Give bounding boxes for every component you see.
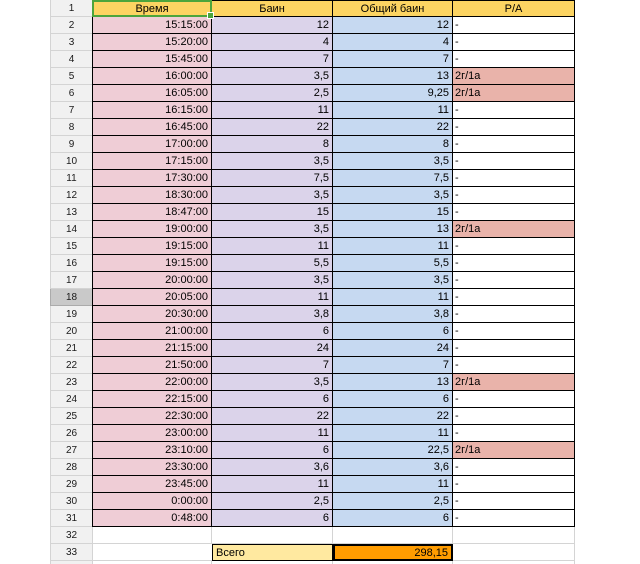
cell-bain[interactable]: 11 xyxy=(212,476,333,493)
column-header-time[interactable]: Время xyxy=(92,0,212,17)
cell-total[interactable]: 11 xyxy=(333,425,453,442)
cell-ra[interactable]: - xyxy=(453,425,575,442)
row-header[interactable]: 32 xyxy=(50,527,92,544)
footer-row xyxy=(50,544,576,561)
footer-total-cell[interactable]: 298,15 xyxy=(333,544,453,561)
cell-total[interactable]: 13 xyxy=(333,221,453,238)
row-header[interactable]: 31 xyxy=(50,510,92,527)
cell-total[interactable]: 11 xyxy=(333,238,453,255)
cell-time[interactable]: 19:00:00 xyxy=(92,221,212,238)
cell-time[interactable]: 22:00:00 xyxy=(92,374,212,391)
cell-total[interactable]: 22,5 xyxy=(333,442,453,459)
cell-bain[interactable]: 6 xyxy=(212,510,333,527)
cell-ra[interactable]: - xyxy=(453,272,575,289)
cell-total[interactable]: 9,25 xyxy=(333,85,453,102)
cell-time[interactable]: 21:00:00 xyxy=(92,323,212,340)
cell-total[interactable]: 3,5 xyxy=(333,272,453,289)
row-header[interactable]: 12 xyxy=(50,187,92,204)
table-row xyxy=(50,119,576,136)
cell-ra[interactable]: - xyxy=(453,204,575,221)
table-row xyxy=(50,323,576,340)
cell-time[interactable]: 23:10:00 xyxy=(92,442,212,459)
table-row xyxy=(50,255,576,272)
row-header[interactable]: 15 xyxy=(50,238,92,255)
cell-bain[interactable]: 3,5 xyxy=(212,187,333,204)
cell-bain[interactable]: 22 xyxy=(212,119,333,136)
cell-total[interactable]: 15 xyxy=(333,204,453,221)
row-header[interactable]: 6 xyxy=(50,85,92,102)
cell-ra[interactable]: - xyxy=(453,323,575,340)
cell-bain[interactable]: 3,6 xyxy=(212,459,333,476)
cell-bain[interactable]: 7,5 xyxy=(212,170,333,187)
cell-ra[interactable]: - xyxy=(453,102,575,119)
cell-bain[interactable]: 3,5 xyxy=(212,272,333,289)
empty-row xyxy=(50,527,576,544)
cell-total[interactable]: 7 xyxy=(333,51,453,68)
cell-ra[interactable]: - xyxy=(453,340,575,357)
cell-total[interactable]: 13 xyxy=(333,374,453,391)
table-row xyxy=(50,221,576,238)
cell-bain[interactable]: 3,5 xyxy=(212,153,333,170)
row-header[interactable]: 33 xyxy=(50,544,92,561)
cell-time[interactable]: 16:05:00 xyxy=(92,85,212,102)
row-header[interactable]: 2 xyxy=(50,17,92,34)
cell-ra[interactable]: - xyxy=(453,459,575,476)
cell-ra[interactable]: - xyxy=(453,136,575,153)
column-header-total[interactable]: Общий баин xyxy=(333,0,453,17)
cell-bain[interactable]: 11 xyxy=(212,238,333,255)
table-row xyxy=(50,102,576,119)
cell-time[interactable]: 15:20:00 xyxy=(92,34,212,51)
cell-bain[interactable]: 22 xyxy=(212,408,333,425)
cell-ra[interactable]: 2г/1а xyxy=(453,221,575,238)
row-header[interactable]: 1 xyxy=(50,0,92,17)
row-header[interactable]: 20 xyxy=(50,323,92,340)
cell-bain[interactable]: 3,5 xyxy=(212,221,333,238)
cell-bain[interactable]: 8 xyxy=(212,136,333,153)
cell-ra[interactable]: - xyxy=(453,153,575,170)
table-row xyxy=(50,238,576,255)
table-row xyxy=(50,170,576,187)
cell-ra[interactable]: - xyxy=(453,289,575,306)
row-header[interactable]: 11 xyxy=(50,170,92,187)
cell-time[interactable]: 23:00:00 xyxy=(92,425,212,442)
cell-bain[interactable]: 12 xyxy=(212,17,333,34)
row-header[interactable]: 13 xyxy=(50,204,92,221)
cell-ra[interactable]: - xyxy=(453,476,575,493)
footer-label-cell[interactable]: Всего xyxy=(212,544,333,561)
row-header[interactable]: 22 xyxy=(50,357,92,374)
cell-total[interactable]: 11 xyxy=(333,102,453,119)
table-row xyxy=(50,34,576,51)
cell-bain[interactable]: 3,5 xyxy=(212,374,333,391)
table-row xyxy=(50,85,576,102)
cell-total[interactable]: 4 xyxy=(333,34,453,51)
row-header[interactable]: 16 xyxy=(50,255,92,272)
table-row xyxy=(50,425,576,442)
cell-total[interactable]: 22 xyxy=(333,408,453,425)
cell-total[interactable]: 8 xyxy=(333,136,453,153)
cell-ra[interactable]: 2г/1а xyxy=(453,85,575,102)
table-row xyxy=(50,408,576,425)
cell-bain[interactable]: 11 xyxy=(212,425,333,442)
row-header[interactable]: 4 xyxy=(50,51,92,68)
cell-time[interactable]: 20:00:00 xyxy=(92,272,212,289)
table-row xyxy=(50,442,576,459)
table-row xyxy=(50,51,576,68)
cell-bain[interactable]: 3,8 xyxy=(212,306,333,323)
row-header[interactable]: 26 xyxy=(50,425,92,442)
cell-ra[interactable]: - xyxy=(453,238,575,255)
fill-handle[interactable] xyxy=(207,12,214,19)
cell-time[interactable]: 18:47:00 xyxy=(92,204,212,221)
row-header[interactable]: 9 xyxy=(50,136,92,153)
cell-bain[interactable]: 4 xyxy=(212,34,333,51)
empty-cell[interactable] xyxy=(453,544,575,561)
cell-total[interactable]: 2,5 xyxy=(333,493,453,510)
cell-ra[interactable]: - xyxy=(453,34,575,51)
cell-bain[interactable]: 3,5 xyxy=(212,68,333,85)
cell-total[interactable]: 7 xyxy=(333,357,453,374)
row-header[interactable]: 27 xyxy=(50,442,92,459)
cell-total[interactable]: 12 xyxy=(333,17,453,34)
cell-time[interactable]: 19:15:00 xyxy=(92,255,212,272)
cell-ra[interactable]: 2г/1а xyxy=(453,68,575,85)
cell-bain[interactable]: 5,5 xyxy=(212,255,333,272)
row-header[interactable]: 28 xyxy=(50,459,92,476)
row-header[interactable]: 30 xyxy=(50,493,92,510)
table-row xyxy=(50,306,576,323)
cell-time[interactable]: 17:15:00 xyxy=(92,153,212,170)
cell-total[interactable]: 6 xyxy=(333,391,453,408)
cell-ra[interactable]: - xyxy=(453,408,575,425)
cell-ra[interactable]: - xyxy=(453,255,575,272)
cell-bain[interactable]: 7 xyxy=(212,51,333,68)
cell-time[interactable]: 0:00:00 xyxy=(92,493,212,510)
row-header[interactable]: 29 xyxy=(50,476,92,493)
cell-total[interactable]: 3,8 xyxy=(333,306,453,323)
cell-total[interactable]: 3,5 xyxy=(333,153,453,170)
row-header[interactable]: 14 xyxy=(50,221,92,238)
cell-bain[interactable]: 2,5 xyxy=(212,493,333,510)
table-row xyxy=(50,153,576,170)
row-header[interactable]: 10 xyxy=(50,153,92,170)
cell-bain[interactable]: 6 xyxy=(212,442,333,459)
cell-time[interactable]: 17:00:00 xyxy=(92,136,212,153)
cell-ra[interactable]: - xyxy=(453,510,575,527)
cell-total[interactable]: 11 xyxy=(333,476,453,493)
cell-time[interactable]: 16:45:00 xyxy=(92,119,212,136)
row-header[interactable]: 3 xyxy=(50,34,92,51)
cell-ra[interactable]: - xyxy=(453,306,575,323)
row-header[interactable]: 23 xyxy=(50,374,92,391)
cell-time[interactable]: 16:15:00 xyxy=(92,102,212,119)
cell-bain[interactable]: 6 xyxy=(212,323,333,340)
cell-time[interactable]: 23:30:00 xyxy=(92,459,212,476)
row-header[interactable]: 5 xyxy=(50,68,92,85)
table-row xyxy=(50,340,576,357)
cell-total[interactable]: 3,5 xyxy=(333,187,453,204)
table-row xyxy=(50,289,576,306)
cell-total[interactable]: 13 xyxy=(333,68,453,85)
table-row xyxy=(50,357,576,374)
cell-time[interactable]: 0:48:00 xyxy=(92,510,212,527)
cell-time[interactable]: 21:50:00 xyxy=(92,357,212,374)
empty-cell[interactable] xyxy=(212,527,333,544)
empty-cell[interactable] xyxy=(92,544,212,561)
row-header[interactable]: 25 xyxy=(50,408,92,425)
cell-total[interactable]: 24 xyxy=(333,340,453,357)
cell-time[interactable]: 23:45:00 xyxy=(92,476,212,493)
cell-time[interactable]: 20:30:00 xyxy=(92,306,212,323)
table-row xyxy=(50,459,576,476)
cell-ra[interactable]: - xyxy=(453,119,575,136)
cell-total[interactable]: 3,6 xyxy=(333,459,453,476)
cell-ra[interactable]: - xyxy=(453,357,575,374)
table-row xyxy=(50,476,576,493)
table-row xyxy=(50,493,576,510)
cell-time[interactable]: 18:30:00 xyxy=(92,187,212,204)
cell-total[interactable]: 11 xyxy=(333,289,453,306)
table-row xyxy=(50,68,576,85)
row-header[interactable]: 21 xyxy=(50,340,92,357)
cell-total[interactable]: 7,5 xyxy=(333,170,453,187)
cell-ra[interactable]: 2г/1а xyxy=(453,374,575,391)
cell-bain[interactable]: 6 xyxy=(212,391,333,408)
cell-ra[interactable]: - xyxy=(453,51,575,68)
column-header-ra[interactable]: Р/А xyxy=(453,0,575,17)
cell-ra[interactable]: - xyxy=(453,170,575,187)
cell-bain[interactable]: 7 xyxy=(212,357,333,374)
empty-cell[interactable] xyxy=(92,527,212,544)
row-header[interactable]: 17 xyxy=(50,272,92,289)
header-row xyxy=(50,0,576,17)
cell-time[interactable]: 20:05:00 xyxy=(92,289,212,306)
table-row xyxy=(50,510,576,527)
row-header[interactable]: 18 xyxy=(50,289,92,306)
row-header[interactable]: 19 xyxy=(50,306,92,323)
cell-time[interactable]: 15:15:00 xyxy=(92,17,212,34)
cell-bain[interactable]: 11 xyxy=(212,102,333,119)
cell-ra[interactable]: 2г/1а xyxy=(453,442,575,459)
table-row xyxy=(50,391,576,408)
cell-ra[interactable]: - xyxy=(453,187,575,204)
selection-border xyxy=(92,0,212,17)
cell-time[interactable]: 15:45:00 xyxy=(92,51,212,68)
cell-bain[interactable]: 11 xyxy=(212,289,333,306)
empty-cell[interactable] xyxy=(453,527,575,544)
cell-ra[interactable]: - xyxy=(453,493,575,510)
table-row xyxy=(50,136,576,153)
table-row xyxy=(50,374,576,391)
cell-ra[interactable]: - xyxy=(453,391,575,408)
spreadsheet-grid xyxy=(50,0,576,564)
cell-time[interactable]: 19:15:00 xyxy=(92,238,212,255)
cell-bain[interactable]: 2,5 xyxy=(212,85,333,102)
table-row xyxy=(50,17,576,34)
row-header[interactable]: 24 xyxy=(50,391,92,408)
empty-cell[interactable] xyxy=(333,527,453,544)
table-row xyxy=(50,187,576,204)
cell-total[interactable]: 6 xyxy=(333,323,453,340)
row-header[interactable]: 7 xyxy=(50,102,92,119)
cell-bain[interactable]: 24 xyxy=(212,340,333,357)
cell-time[interactable]: 17:30:00 xyxy=(92,170,212,187)
row-header[interactable]: 8 xyxy=(50,119,92,136)
table-row xyxy=(50,204,576,221)
cell-total[interactable]: 22 xyxy=(333,119,453,136)
cell-time[interactable]: 22:15:00 xyxy=(92,391,212,408)
cell-time[interactable]: 21:15:00 xyxy=(92,340,212,357)
table-row xyxy=(50,272,576,289)
cell-time[interactable]: 16:00:00 xyxy=(92,68,212,85)
cell-total[interactable]: 6 xyxy=(333,510,453,527)
column-header-bain[interactable]: Баин xyxy=(212,0,333,17)
cell-ra[interactable]: - xyxy=(453,17,575,34)
cell-total[interactable]: 5,5 xyxy=(333,255,453,272)
cell-time[interactable]: 22:30:00 xyxy=(92,408,212,425)
cell-bain[interactable]: 15 xyxy=(212,204,333,221)
